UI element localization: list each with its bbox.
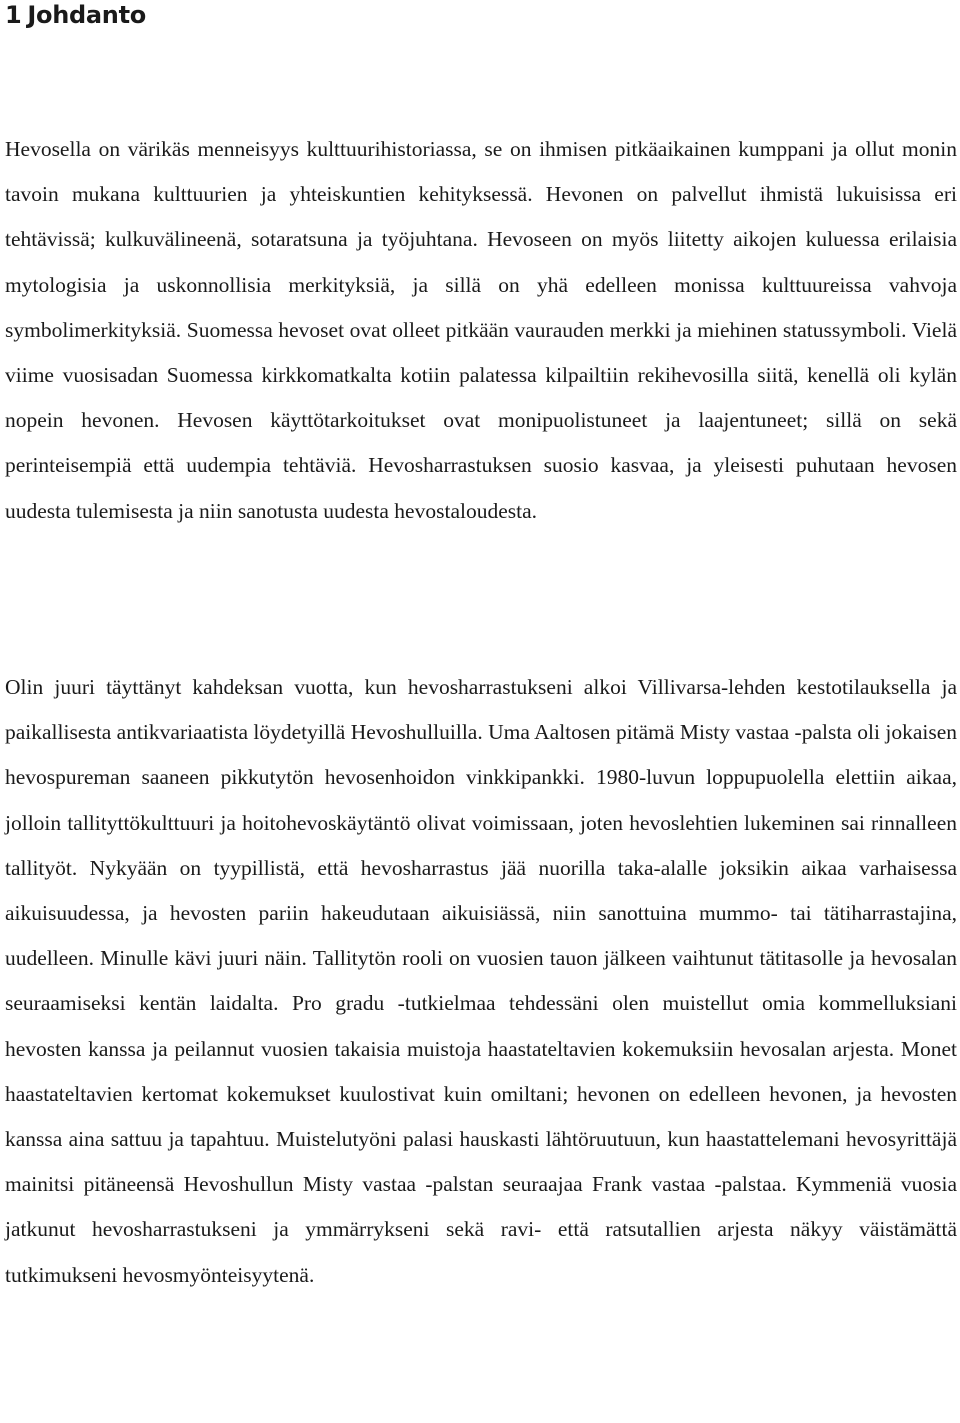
- section-number: 1: [5, 1, 22, 29]
- body-paragraph: Olin juuri täyttänyt kahdeksan vuotta, kun hevosharrastukseni alkoi Villivarsa-lehden kestotilauksella ja paikallisesta antikvariaatista löydetyillä Hevoshulluilla. Uma Aaltosen pitämä Misty vastaa -palsta oli jokaisen hevospureman saaneen pikkutytön hevosenhoidon vinkkipankki. 1980-luvun loppupuolella elettiin aikaa, jolloin tallityttökulttuuri ja hoitohevoskäytäntö olivat voimissaan, joten hevoslehtien lukeminen sai rinnalleen tallityöt. Nykyään on tyypillistä, että hevosharrastus jää nuorilla taka-alalle joksikin aikaa varhaisessa aikuisuudessa, ja hevosten pariin hakeudutaan aikuisiässä, niin sanottuina mummo- tai tätiharrastajina, uudelleen. Minulle kävi juuri näin. Tallitytön rooli on vuosien tauon jälkeen vaihtunut tätitasolle ja hevosalan seuraamiseksi kentän laidalta. Pro gradu -tutkielmaa tehdessäni olen muistellut omia kommelluksiani hevosten kanssa ja peilannut vuosien takaisia muistoja haastateltavien kokemuksiin hevosalan arjesta. Monet haastateltavien kertomat kokemukset kuulostivat kuin omiltani; hevonen on edelleen hevonen, ja hevosten kanssa aina sattuu ja tapahtuu. Muistelutyöni palasi hauskasti lähtöruutuun, kun haastattelemani hevosyrittäjä mainitsi pitäneensä Hevoshullun Misty vastaa -palstan seuraajaa Frank vastaa -palstaa. Kymmeniä vuosia jatkunut hevosharrastukseni ja ymmärrykseni sekä ravi- että ratsutallien arjesta näkyy väistämättä tutkimukseni hevosmyönteisyytenä.: [5, 675, 957, 1287]
- section-heading: [5, 0, 957, 30]
- body-paragraph: Hevosella on värikäs menneisyys kulttuurihistoriassa, se on ihmisen pitkäaikainen kumppani ja ollut monin tavoin mukana kulttuurien ja yhteiskuntien kehityksessä. Hevonen on palvellut ihmistä lukuisissa eri tehtävissä; kulkuvälineenä, sotaratsuna ja työjuhtana. Hevoseen on myös liitetty aikojen kuluessa erilaisia mytologisia ja uskonnollisia merkityksiä, ja sillä on yhä edelleen monissa kulttuureissa vahvoja symbolimerkityksiä. Suomessa hevoset ovat olleet pitkään vaurauden merkki ja miehinen statussymboli. Vielä viime vuosisadan Suomessa kirkkomatkalta kotiin palatessa kilpailtiin rekihevosilla siitä, kenellä oli kylän nopein hevonen. Hevosen käyttötarkoitukset ovat monipuolistuneet ja laajentuneet; sillä on sekä perinteisempiä että uudempia tehtäviä. Hevosharrastuksen suosio kasvaa, ja yleisesti puhutaan hevosen uudesta tulemisesta ja niin sanotusta uudesta hevostaloudesta.: [5, 137, 957, 523]
- document-page: [5, 0, 957, 1287]
- section-title: Johdanto: [27, 1, 146, 29]
